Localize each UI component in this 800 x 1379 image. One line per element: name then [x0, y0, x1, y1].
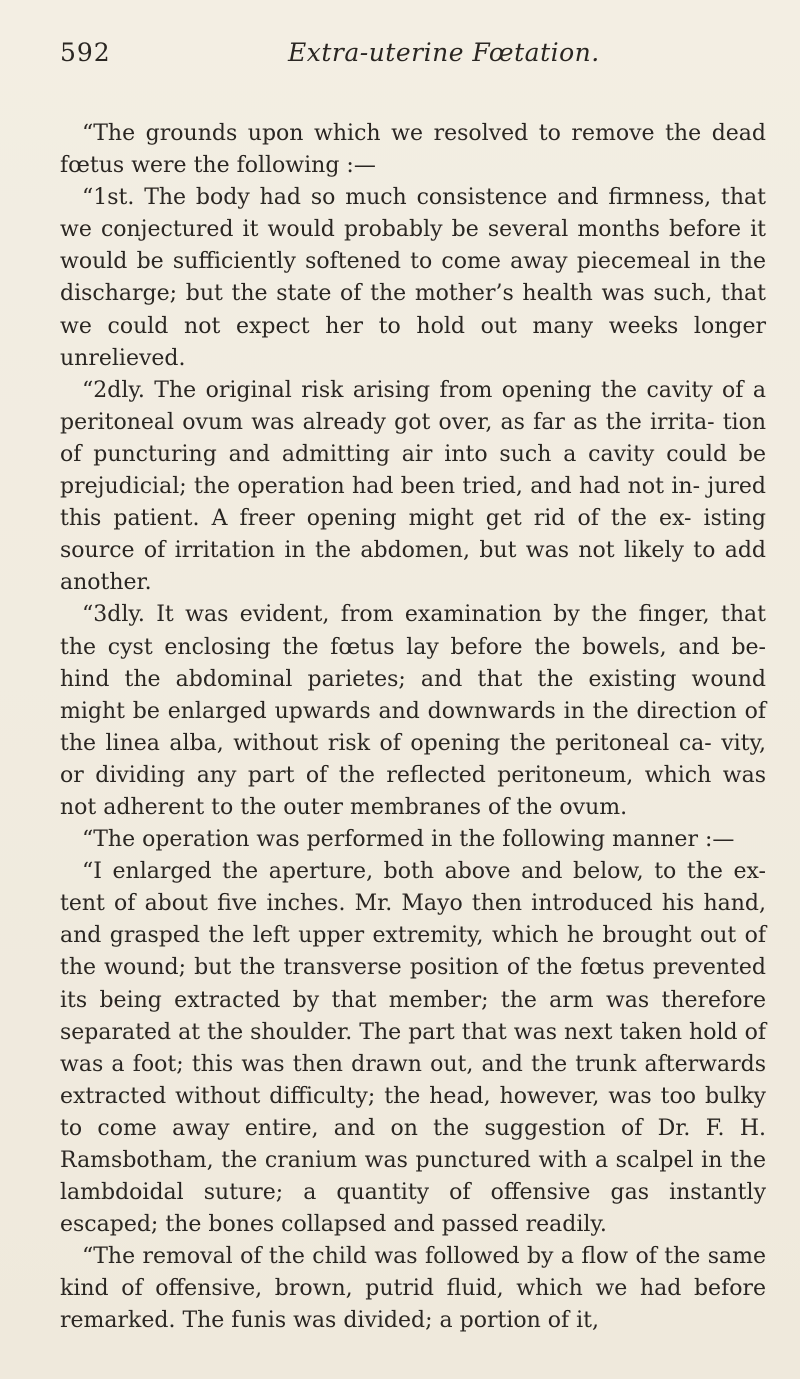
- paragraph-operation-intro: “The operation was performed in the following manner :—: [82, 827, 735, 853]
- paragraph-operation-description: “I enlarged the aperture, both above and below, to the ex- tent of about five inches. Mr. Mayo then introduced his hand, and grasped the left upper extremity, which he brought out of the wound; but the transverse position of the fœtus prevented its being extracted by that member; the arm was therefore separated at the shoulder. The part that was next taken hold of was a foot; this was then drawn out, and the trunk afterwards extracted without difficulty; the head, however, was too bulky to come away entire, and on the suggestion of Dr. F. H. Ramsbotham, the cranium was punctured with a scalpel in the lambdoidal suture; a quantity of offensive gas instantly escaped; the bones collapsed and passed readily.: [60, 859, 766, 1238]
- page-number: 592: [60, 38, 111, 67]
- paragraph-third-reason: “3dly. It was evident, from examination by the finger, that the cyst enclosing the fœtus lay before the bowels, and be- hind the abdominal parietes; and that the existing wound might be enlarged upwards and downwards in the direction of the linea alba, without risk of opening the peritoneal ca- vity, or dividing any part of the reflected peritoneum, which was not adherent to the outer membranes of the ovum.: [60, 602, 766, 820]
- paragraph-grounds-intro: “The grounds upon which we resolved to remove the dead fœtus were the following :—: [60, 121, 766, 179]
- body-text: [60, 118, 766, 1338]
- paragraph-removal: “The removal of the child was followed by a flow of the same kind of offensive, brown, putrid fluid, which we had before remarked. The funis was divided; a portion of it,: [60, 1244, 766, 1334]
- running-title: Extra-uterine Fœtation.: [288, 38, 600, 67]
- page-header: [60, 38, 740, 78]
- paragraph-second-reason: “2dly. The original risk arising from opening the cavity of a peritoneal ovum was already got over, as far as the irrita- tion of puncturing and admitting air into such a cavity could be prejudicial; the operation had been tried, and had not in- jured this patient. A freer opening might get rid of the ex- isting source of irritation in the abdomen, but was not likely to add another.: [60, 377, 766, 596]
- paragraph-first-reason: “1st. The body had so much consistence and firmness, that we conjectured it would probably be several months before it would be sufficiently softened to come away piecemeal in the discharge; but the state of the mother’s health was such, that we could not expect her to hold out many weeks longer unrelieved.: [60, 185, 766, 371]
